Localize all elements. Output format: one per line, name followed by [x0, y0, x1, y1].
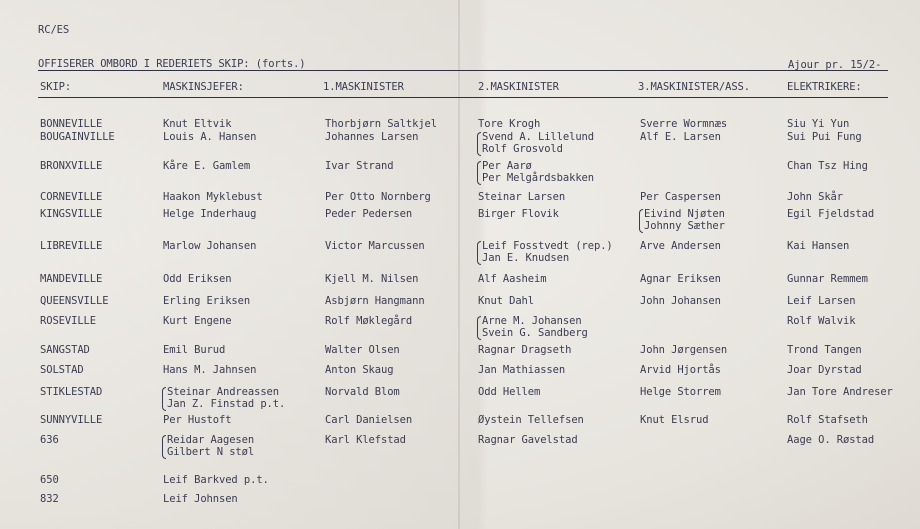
- ship-name: BRONXVILLE: [40, 160, 103, 172]
- column-header-first: 1.MASKINISTER: [323, 81, 404, 93]
- second-name: Per Melgårdsbakken: [482, 172, 594, 184]
- column-header-chief: MASKINSJEFER:: [163, 81, 244, 93]
- first-name: Asbjørn Hangmann: [325, 295, 425, 307]
- first-name: Peder Pedersen: [325, 208, 413, 220]
- ship-name: QUEENSVILLE: [40, 295, 109, 307]
- ship-name: CORNEVILLE: [40, 191, 103, 203]
- chief-name: Steinar Andreassen: [167, 386, 279, 398]
- first-name: Per Otto Nornberg: [325, 191, 431, 203]
- third-name: Per Caspersen: [640, 191, 721, 203]
- elec-name: John Skår: [787, 191, 843, 203]
- elec-name: Rolf Stafseth: [787, 414, 868, 426]
- chief-name: Hans M. Jahnsen: [163, 364, 257, 376]
- third-name: Eivind Njøten: [644, 208, 725, 220]
- elec-name: Aage O. Røstad: [787, 434, 875, 446]
- ship-name: SANGSTAD: [40, 344, 90, 356]
- group-brace: [639, 209, 643, 233]
- elec-name: Egil Fjeldstad: [787, 208, 875, 220]
- elec-name: Jan Tore Andreser: [787, 386, 893, 398]
- header-rule-bottom: [38, 97, 888, 98]
- chief-name: Per Hustoft: [163, 414, 232, 426]
- third-name: Johnny Sæther: [644, 220, 725, 232]
- third-name: Alf E. Larsen: [640, 131, 721, 143]
- second-name: Birger Flovik: [478, 208, 559, 220]
- second-name: Knut Dahl: [478, 295, 534, 307]
- third-name: John Jørgensen: [640, 344, 728, 356]
- second-name: Jan Mathiassen: [478, 364, 566, 376]
- column-header-ship: SKIP:: [40, 81, 72, 93]
- ship-name: 832: [40, 493, 59, 505]
- chief-name: Knut Eltvik: [163, 118, 232, 130]
- elec-name: Kai Hansen: [787, 240, 850, 252]
- ship-name: SOLSTAD: [40, 364, 84, 376]
- ship-name: 636: [40, 434, 59, 446]
- chief-name: Kurt Engene: [163, 315, 232, 327]
- chief-name: Gilbert N støl: [167, 446, 255, 458]
- first-name: Anton Skaug: [325, 364, 394, 376]
- chief-name: Erling Eriksen: [163, 295, 251, 307]
- third-name: Sverre Wormnæs: [640, 118, 728, 130]
- ship-name: KINGSVILLE: [40, 208, 103, 220]
- second-name: Per Aarø: [482, 160, 532, 172]
- group-brace: [477, 161, 481, 185]
- ship-name: LIBREVILLE: [40, 240, 103, 252]
- second-name: Leif Fosstvedt (rep.): [482, 240, 613, 252]
- ship-name: STIKLESTAD: [40, 386, 103, 398]
- elec-name: Trond Tangen: [787, 344, 862, 356]
- chief-name: Leif Barkved p.t.: [163, 474, 269, 486]
- second-name: Ragnar Gavelstad: [478, 434, 578, 446]
- first-name: Kjell M. Nilsen: [325, 273, 419, 285]
- paper-fold: [458, 0, 460, 529]
- chief-name: Helge Inderhaug: [163, 208, 257, 220]
- document-date: Ajour pr. 15/2-: [788, 59, 882, 71]
- third-name: Helge Storrem: [640, 386, 721, 398]
- column-header-electrician: ELEKTRIKERE:: [787, 81, 862, 93]
- column-header-second: 2.MASKINISTER: [478, 81, 559, 93]
- third-name: Arvid Hjortås: [640, 364, 721, 376]
- chief-name: Odd Eriksen: [163, 273, 232, 285]
- chief-name: Leif Johnsen: [163, 493, 238, 505]
- second-name: Odd Hellem: [478, 386, 541, 398]
- second-name: Alf Aasheim: [478, 273, 547, 285]
- chief-name: Reidar Aagesen: [167, 434, 255, 446]
- elec-name: Joar Dyrstad: [787, 364, 862, 376]
- chief-name: Emil Burud: [163, 344, 226, 356]
- second-name: Tore Krogh: [478, 118, 541, 130]
- first-name: Victor Marcussen: [325, 240, 425, 252]
- group-brace: [162, 387, 166, 411]
- column-header-third: 3.MASKINISTER/ASS.: [638, 81, 750, 93]
- first-name: Thorbjørn Saltkjel: [325, 118, 437, 130]
- chief-name: Louis A. Hansen: [163, 131, 257, 143]
- second-name: Arne M. Johansen: [482, 315, 582, 327]
- first-name: Carl Danielsen: [325, 414, 413, 426]
- group-brace: [477, 132, 481, 156]
- third-name: Arve Andersen: [640, 240, 721, 252]
- second-name: Ragnar Dragseth: [478, 344, 572, 356]
- ship-name: BOUGAINVILLE: [40, 131, 115, 143]
- chief-name: Haakon Myklebust: [163, 191, 263, 203]
- elec-name: Sui Pui Fung: [787, 131, 862, 143]
- ship-name: 650: [40, 474, 59, 486]
- first-name: Karl Klefstad: [325, 434, 406, 446]
- first-name: Rolf Møklegård: [325, 315, 413, 327]
- second-name: Steinar Larsen: [478, 191, 566, 203]
- elec-name: Rolf Walvik: [787, 315, 856, 327]
- document-reference: RC/ES: [38, 24, 70, 36]
- chief-name: Kåre E. Gamlem: [163, 160, 251, 172]
- document-title: OFFISERER OMBORD I REDERIETS SKIP: (forts.): [38, 58, 306, 70]
- chief-name: Jan Z. Finstad p.t.: [167, 398, 286, 410]
- elec-name: Chan Tsz Hing: [787, 160, 868, 172]
- ship-name: MANDEVILLE: [40, 273, 103, 285]
- elec-name: Gunnar Remmem: [787, 273, 868, 285]
- group-brace: [477, 241, 481, 265]
- second-name: Svein G. Sandberg: [482, 327, 588, 339]
- elec-name: Leif Larsen: [787, 295, 856, 307]
- first-name: Ivar Strand: [325, 160, 394, 172]
- group-brace: [477, 316, 481, 340]
- second-name: Svend A. Lillelund: [482, 131, 594, 143]
- third-name: Knut Elsrud: [640, 414, 709, 426]
- second-name: Øystein Tellefsen: [478, 414, 584, 426]
- group-brace: [162, 435, 166, 459]
- third-name: Agnar Eriksen: [640, 273, 721, 285]
- first-name: Walter Olsen: [325, 344, 400, 356]
- second-name: Jan E. Knudsen: [482, 252, 570, 264]
- ship-name: BONNEVILLE: [40, 118, 103, 130]
- first-name: Norvald Blom: [325, 386, 400, 398]
- header-rule-top: [38, 70, 888, 71]
- first-name: Johannes Larsen: [325, 131, 419, 143]
- elec-name: Siu Yi Yun: [787, 118, 850, 130]
- second-name: Rolf Grosvold: [482, 143, 563, 155]
- ship-name: ROSEVILLE: [40, 315, 96, 327]
- ship-name: SUNNYVILLE: [40, 414, 103, 426]
- third-name: John Johansen: [640, 295, 721, 307]
- chief-name: Marlow Johansen: [163, 240, 257, 252]
